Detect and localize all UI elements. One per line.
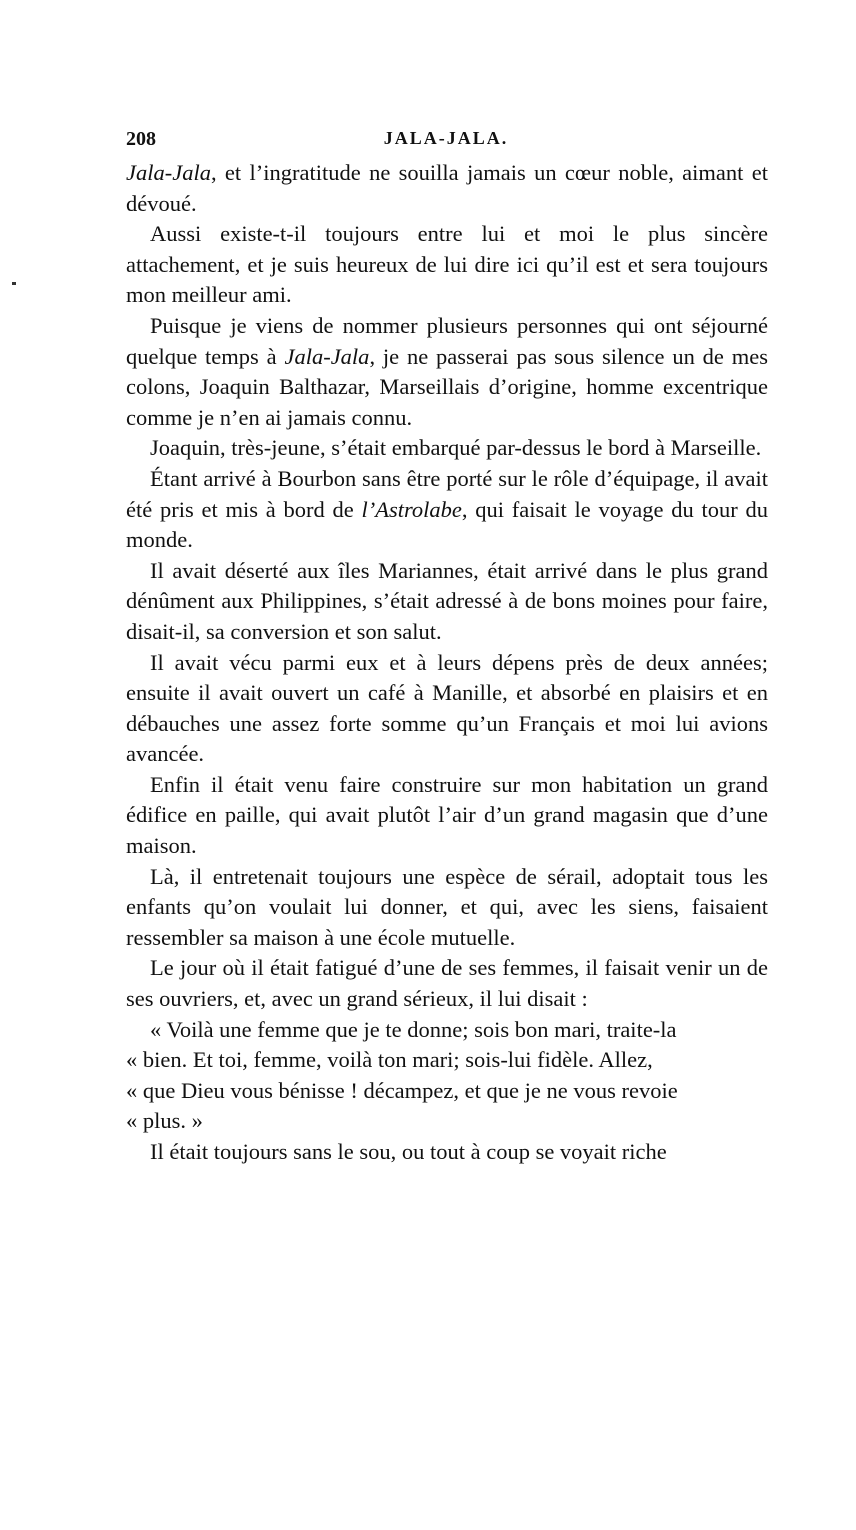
paragraph: Étant arrivé à Bourbon sans être porté sur le rôle d’équipage, il avait été pris et mis à bord de l’Astrolabe, qui faisait le voyage du tour du monde. <box>126 465 768 553</box>
text-body <box>126 158 768 1168</box>
paragraph: Enfin il était venu faire construire sur mon habitation un grand édifice en paille, qui avait plutôt l’air d’un grand magasin que d’une maison. <box>126 771 768 859</box>
italic-place-name: Jala-Jala <box>126 160 211 185</box>
paragraph: Il avait vécu parmi eux et à leurs dépens près de deux années; ensuite il avait ouvert un café à Manille, et absorbé en plaisirs et en débauches une assez forte somme qu’un Français et moi lui avions avancée. <box>126 649 768 767</box>
paragraph: Il avait déserté aux îles Mariannes, était arrivé dans le plus grand dénûment aux Philippines, s’était adressé à de bons moines pour faire, disait-il, sa conversion et son salut. <box>126 557 768 644</box>
quote-line: « que Dieu vous bénisse ! décampez, et que je ne vous revoie <box>126 1077 678 1103</box>
paragraph: Jala-Jala, et l’ingratitude ne souilla jamais un cœur noble, aimant et dévoué. <box>126 160 768 216</box>
paragraph: Puisque je viens de nommer plusieurs personnes qui ont séjourné quelque temps à Jala-Jala, je ne passerai pas sous silence un de mes colons, Joaquin Balthazar, Marseillais d’origine, homme excentrique comme je n’en ai jamais connu. <box>126 312 768 430</box>
paragraph: Là, il entretenait toujours une espèce de sérail, adoptait tous les enfants qu’on voulait lui donner, et qui, avec les siens, faisaient ressembler sa maison à une école mutuelle. <box>126 863 768 950</box>
paragraph: Le jour où il était fatigué d’une de ses femmes, il faisait venir un de ses ouvriers, et, avec un grand sérieux, il lui disait : <box>126 955 768 1012</box>
margin-speck <box>12 282 16 285</box>
running-title: JALA-JALA. <box>383 128 509 148</box>
quote-line: « plus. » <box>126 1108 203 1134</box>
final-paragraph: Il était toujours sans le sou, ou tout à coup se voyait riche <box>150 1139 667 1164</box>
paragraph: Aussi existe-t-il toujours entre lui et moi le plus sincère attachement, et je suis heureux de lui dire ici qu’il est et sera toujours mon meilleur ami. <box>126 221 768 308</box>
quote-line: « bien. Et toi, femme, voilà ton mari; sois-lui fidèle. Allez, <box>126 1047 653 1073</box>
running-head <box>126 128 766 158</box>
italic-ship-name: l’Astrolabe <box>361 496 462 522</box>
quote-line: « Voilà une femme que je te donne; sois bon mari, traite-la <box>150 1016 677 1042</box>
italic-place-name: Jala-Jala <box>284 343 370 369</box>
paragraph: Joaquin, très-jeune, s’était embarqué par-dessus le bord à Marseille. <box>150 435 762 461</box>
page-number: 208 <box>126 128 156 150</box>
